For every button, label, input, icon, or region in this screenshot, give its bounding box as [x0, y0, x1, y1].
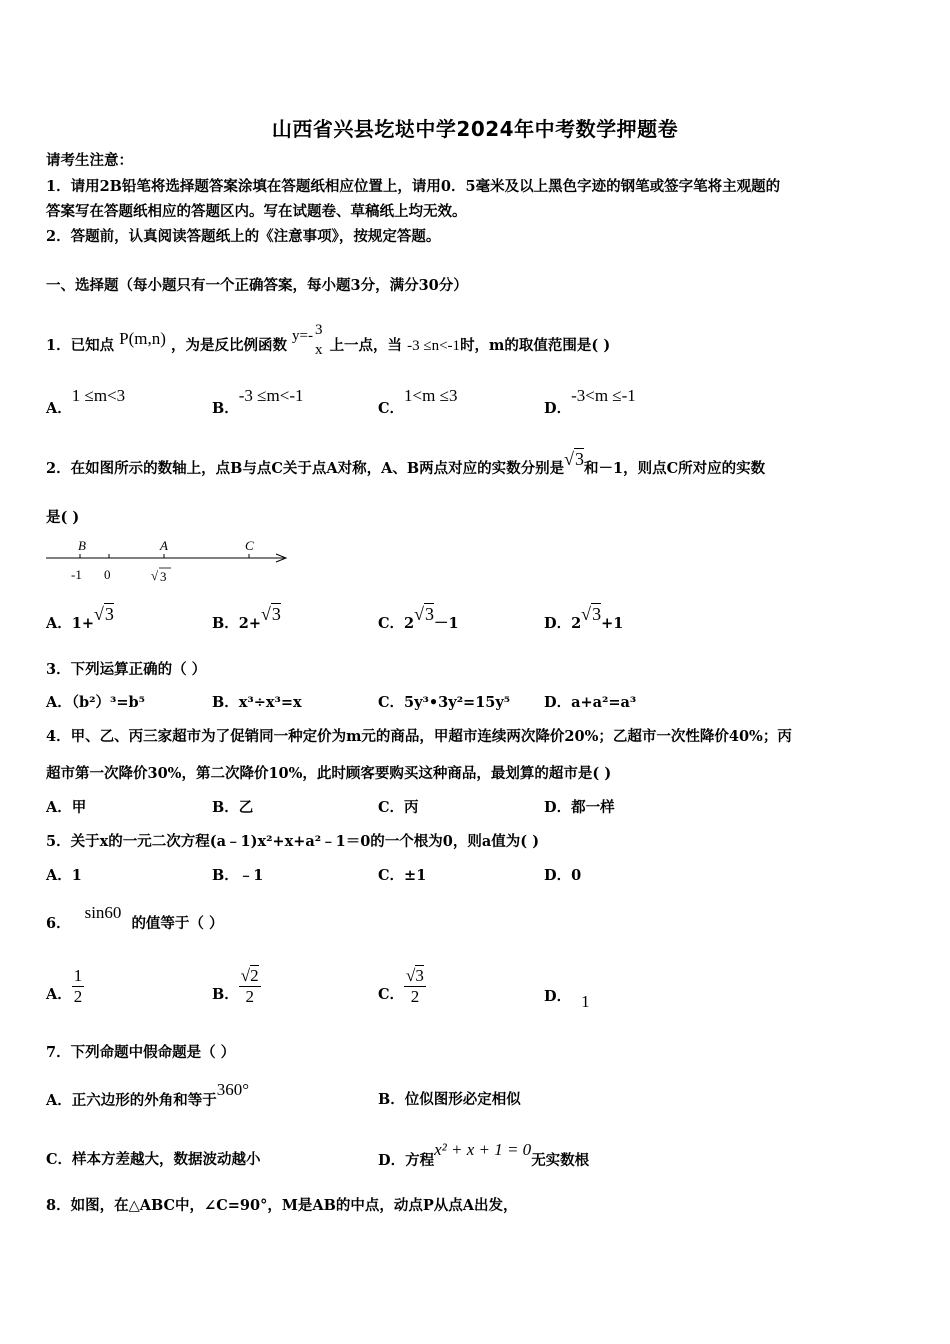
q4-option-d[interactable]: D．都一样 [544, 799, 615, 816]
q1-option-b[interactable]: B．-3 ≤m<-1 [212, 386, 304, 417]
question-5-stem: 5．关于x的一元二次方程(a﹣1)x²+x+a²﹣1＝0的一个根为0，则a值为( ) [46, 833, 540, 850]
q3-option-c[interactable]: C．5y³•3y²=15y⁵ [378, 694, 511, 711]
notice-line-1a: 1．请用2B铅笔将选择题答案涂填在答题纸相应位置上，请用0．5毫米及以上黑色字迹的钢笔或签字笔将主观题的 [46, 178, 781, 195]
q5-option-a[interactable]: A．1 [46, 867, 82, 884]
label-a: A [160, 538, 168, 553]
label-minus-1: -1 [71, 567, 82, 582]
label-sqrt-sign: √ [151, 568, 159, 583]
q4-option-c[interactable]: C．丙 [378, 799, 419, 816]
q3-option-a[interactable]: A．（b²）³=b⁵ [46, 694, 145, 711]
function-fraction: 3 x [315, 322, 323, 358]
q7-option-c[interactable]: C．样本方差越大，数据波动越小 [46, 1151, 261, 1168]
q3-option-b[interactable]: B．x³÷x³=x [212, 694, 302, 711]
q6-option-d[interactable]: D． 1 [544, 988, 590, 1011]
section-heading: 一、选择题（每小题只有一个正确答案，每小题3分，满分30分） [46, 277, 468, 294]
question-6-stem: 6．sin60的值等于（ ） [46, 903, 224, 932]
point-p: P(m,n) [119, 329, 166, 348]
q7-option-b[interactable]: B．位似图形必定相似 [378, 1091, 521, 1108]
question-4-line-2: 超市第一次降价30%，第二次降价10%，此时顾客要购买这种商品，最划算的超市是( ) [46, 765, 612, 782]
q6-option-a[interactable]: A． $\frac{1}{2}$ [46, 966, 83, 1006]
q7-option-a[interactable]: A．正六边形的外角和等于360° [46, 1080, 250, 1109]
question-4-line-1: 4．甲、乙、丙三家超市为了促销同一种定价为m元的商品，甲超市连续两次降价20%；乙超市一次性降价40%；丙 [46, 728, 792, 745]
question-7-stem: 7．下列命题中假命题是（ ） [46, 1044, 236, 1061]
q5-option-b[interactable]: B．﹣1 [212, 867, 264, 884]
q6-option-b[interactable]: B． $\frac{√2}{2}$ [212, 966, 259, 1006]
q5-option-d[interactable]: D．0 [544, 867, 582, 884]
q2-option-b[interactable]: B．2+√3 [212, 604, 281, 632]
question-8-stem: 8．如图，在△ABC中，∠C=90°，M是AB的中点，动点P从点A出发， [46, 1197, 518, 1214]
question-1-stem: 1．已知点 P(m,n) ，为是反比例函数 y=- 3 x 上一点，当 -3 ≤n<-1时，m的取值范围是( ) [46, 322, 611, 358]
q2-option-a[interactable]: A．1+√3 [46, 604, 114, 632]
function-lhs: y=- [292, 328, 313, 344]
page-title: 山西省兴县圪垯中学2024年中考数学押题卷 [271, 117, 679, 141]
notice-line-1b: 答案写在答题纸相应的答题区内。写在试题卷、草稿纸上均无效。 [46, 203, 467, 220]
notice-heading: 请考生注意： [46, 152, 133, 169]
q1-option-d[interactable]: D．-3<m ≤-1 [544, 386, 636, 417]
q4-option-a[interactable]: A．甲 [46, 799, 87, 816]
q5-option-c[interactable]: C．±1 [378, 867, 427, 884]
question-3-stem: 3．下列运算正确的（ ） [46, 661, 207, 678]
label-c: C [245, 538, 254, 553]
equation: x² + x + 1 = 0 [434, 1140, 532, 1159]
notice-line-2: 2．答题前，认真阅读答题纸上的《注意事项》，按规定答题。 [46, 228, 441, 245]
sqrt-3: √3 [564, 449, 585, 469]
condition: -3 ≤n<-1 [407, 338, 461, 354]
label-b: B [78, 538, 86, 553]
number-line-figure [40, 535, 300, 590]
q6-option-c[interactable]: C． $\frac{√3}{2}$ [378, 966, 424, 1006]
q4-option-b[interactable]: B．乙 [212, 799, 254, 816]
q1-option-c[interactable]: C．1<m ≤3 [378, 386, 458, 417]
q2-option-d[interactable]: D．2√3+1 [544, 604, 624, 632]
question-2-stem-cont: 是( ) [46, 509, 80, 526]
q1-option-a[interactable]: A．1 ≤m<3 [46, 386, 126, 417]
label-zero: 0 [104, 567, 111, 582]
q2-option-c[interactable]: C．2√3－1 [378, 604, 459, 632]
q3-option-d[interactable]: D．a+a²=a³ [544, 694, 637, 711]
q7-option-d[interactable]: D．方程x² + x + 1 = 0无实数根 [378, 1140, 590, 1169]
sin60-expr: sin60 [84, 903, 122, 922]
question-2-stem: 2．在如图所示的数轴上，点B与点C关于点A对称，A、B两点对应的实数分别是√3和－1，则点C所对应的实数 [46, 449, 766, 477]
label-sqrt-3: 3 [160, 569, 167, 584]
